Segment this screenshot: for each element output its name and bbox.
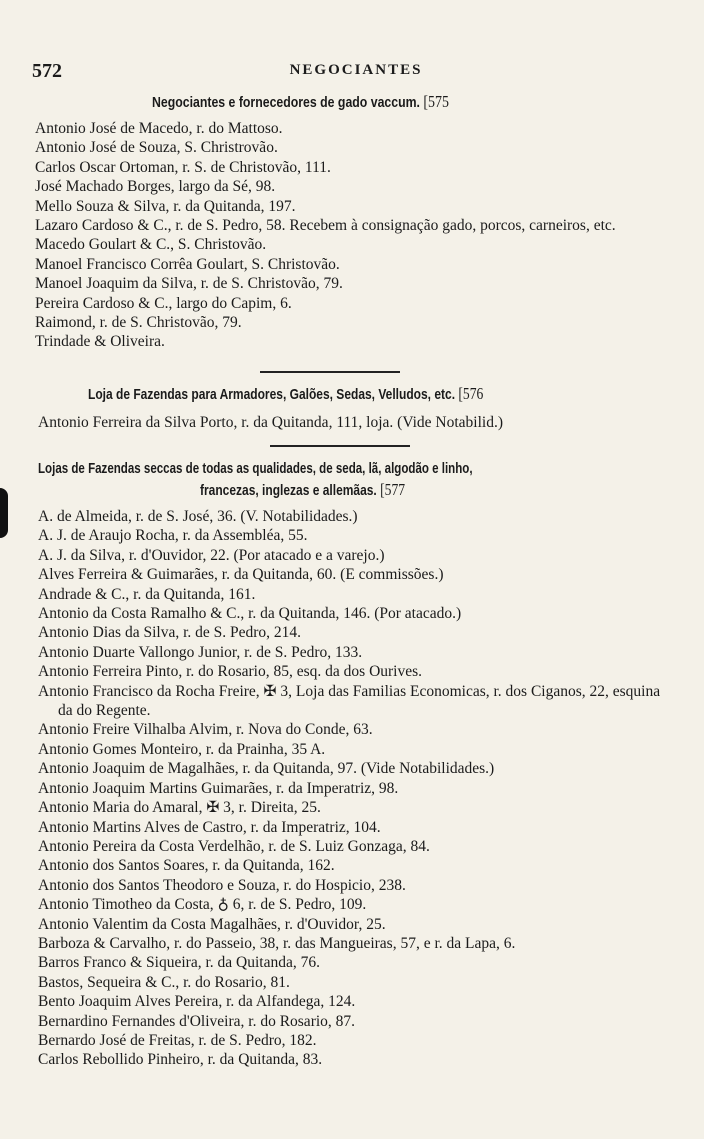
directory-entry: Manoel Francisco Corrêa Goulart, S. Christovão. [35,255,340,273]
section-576-list [38,413,674,432]
directory-entry: Bento Joaquim Alves Pereira, r. da Alfandega, 124. [38,993,356,1011]
section-576-heading: Loja de Fazendas para Armadores, Galões, Sedas, Velludos, etc. [88,386,456,403]
directory-entry: Antonio José de Souza, S. Christrovão. [35,139,278,157]
directory-entry: Mello Souza & Silva, r. da Quitanda, 197. [35,197,296,215]
divider-rule [260,371,400,373]
directory-entry: Carlos Rebollido Pinheiro, r. da Quitanda, 83. [38,1051,323,1069]
section-576-title [88,384,483,404]
page-number: 572 [32,60,62,82]
directory-entry: Lazaro Cardoso & C., r. de S. Pedro, 58. Recebem à consignação gado, porcos, carneiros, etc. [35,217,616,235]
section-575-number: [575 [423,92,449,111]
directory-entry: Bernardo José de Freitas, r. de S. Pedro, 182. [38,1031,317,1049]
section-575-title [152,92,449,112]
section-577-heading-line1: Lojas de Fazendas seccas de todas as qualidades, de seda, lã, algodão e linho, [38,460,473,477]
directory-entry: Antonio José de Macedo, r. do Mattoso. [35,120,283,137]
section-577-heading-line2: francezas, inglezas e allemãas. [200,482,377,499]
section-577-title-line2 [200,480,405,500]
section-575-list [35,119,670,352]
directory-entry: Bernardino Fernandes d'Oliveira, r. do Rosario, 87. [38,1012,356,1030]
directory-entry: A. J. da Silva, r. d'Ouvidor, 22. (Por atacado e a varejo.) [38,546,385,564]
directory-entry: Antonio Valentim da Costa Magalhães, r. d'Ouvidor, 25. [38,915,386,933]
section-577-number: [577 [380,480,406,499]
page-header [32,60,680,82]
directory-entry: Barboza & Carvalho, r. do Passeio, 38, r. das Mangueiras, 57, e r. da Lapa, 6. [38,934,516,952]
directory-entry: Antonio Dias da Silva, r. de S. Pedro, 214. [38,624,302,642]
directory-entry: Andrade & C., r. da Quitanda, 161. [38,585,256,603]
directory-entry: José Machado Borges, largo da Sé, 98. [35,178,276,196]
directory-entry: Antonio Joaquim Martins Guimarães, r. da Imperatriz, 98. [38,779,399,797]
directory-entry: Antonio Joaquim de Magalhães, r. da Quitanda, 97. (Vide Notabilidades.) [38,760,495,778]
section-576-number: [576 [458,384,484,403]
directory-entry: Antonio Ferreira Pinto, r. do Rosario, 85, esq. da dos Ourives. [38,663,423,681]
directory-entry: Trindade & Oliveira. [35,333,165,351]
section-577-title [38,460,473,477]
directory-entry: Antonio Gomes Monteiro, r. da Prainha, 35 A. [38,740,326,758]
running-head: NEGOCIANTES [289,62,423,78]
section-577-list [38,507,674,1070]
directory-entry: Antonio Maria do Amaral, ✠ 3, r. Direita, 25. [38,799,321,817]
directory-entry: Manoel Joaquim da Silva, r. de S. Christovão, 79. [35,275,343,293]
directory-entry: Carlos Oscar Ortoman, r. S. de Christovão, 111. [35,158,331,176]
directory-entry: Antonio Pereira da Costa Verdelhão, r. de S. Luiz Gonzaga, 84. [38,837,430,855]
ink-blot [0,488,8,538]
directory-entry: Antonio Timotheo da Costa, ♁ 6, r. de S. Pedro, 109. [38,896,367,914]
directory-entry: Antonio Martins Alves de Castro, r. da Imperatriz, 104. [38,818,381,836]
divider-rule [270,445,410,447]
directory-entry: Macedo Goulart & C., S. Christovão. [35,236,267,254]
directory-entry: Antonio dos Santos Soares, r. da Quitanda, 162. [38,857,335,875]
directory-entry: Antonio Duarte Vallongo Junior, r. de S. Pedro, 133. [38,643,363,661]
section-575-heading: Negociantes e fornecedores de gado vaccum. [152,94,420,111]
directory-entry: Antonio Francisco da Rocha Freire, ✠ 3, Loja das Familias Economicas, r. dos Ciganos, 22, esquina da do Regente. [38,682,661,720]
directory-entry: A. de Almeida, r. de S. José, 36. (V. Notabilidades.) [38,508,358,525]
directory-entry: Barros Franco & Siqueira, r. da Quitanda, 76. [38,954,320,972]
directory-entry: Antonio Ferreira da Silva Porto, r. da Quitanda, 111, loja. (Vide Notabilid.) [38,414,503,431]
directory-entry: A. J. de Araujo Rocha, r. da Assembléa, 55. [38,527,308,545]
directory-entry: Antonio dos Santos Theodoro e Souza, r. do Hospicio, 238. [38,876,406,894]
directory-entry: Antonio Freire Vilhalba Alvim, r. Nova do Conde, 63. [38,721,373,739]
directory-entry: Pereira Cardoso & C., largo do Capim, 6. [35,294,292,312]
directory-entry: Raimond, r. de S. Christovão, 79. [35,314,242,332]
directory-entry: Bastos, Sequeira & C., r. do Rosario, 81. [38,973,290,991]
directory-entry: Antonio da Costa Ramalho & C., r. da Quitanda, 146. (Por atacado.) [38,605,462,623]
directory-entry: Alves Ferreira & Guimarães, r. da Quitanda, 60. (E commissões.) [38,566,444,584]
